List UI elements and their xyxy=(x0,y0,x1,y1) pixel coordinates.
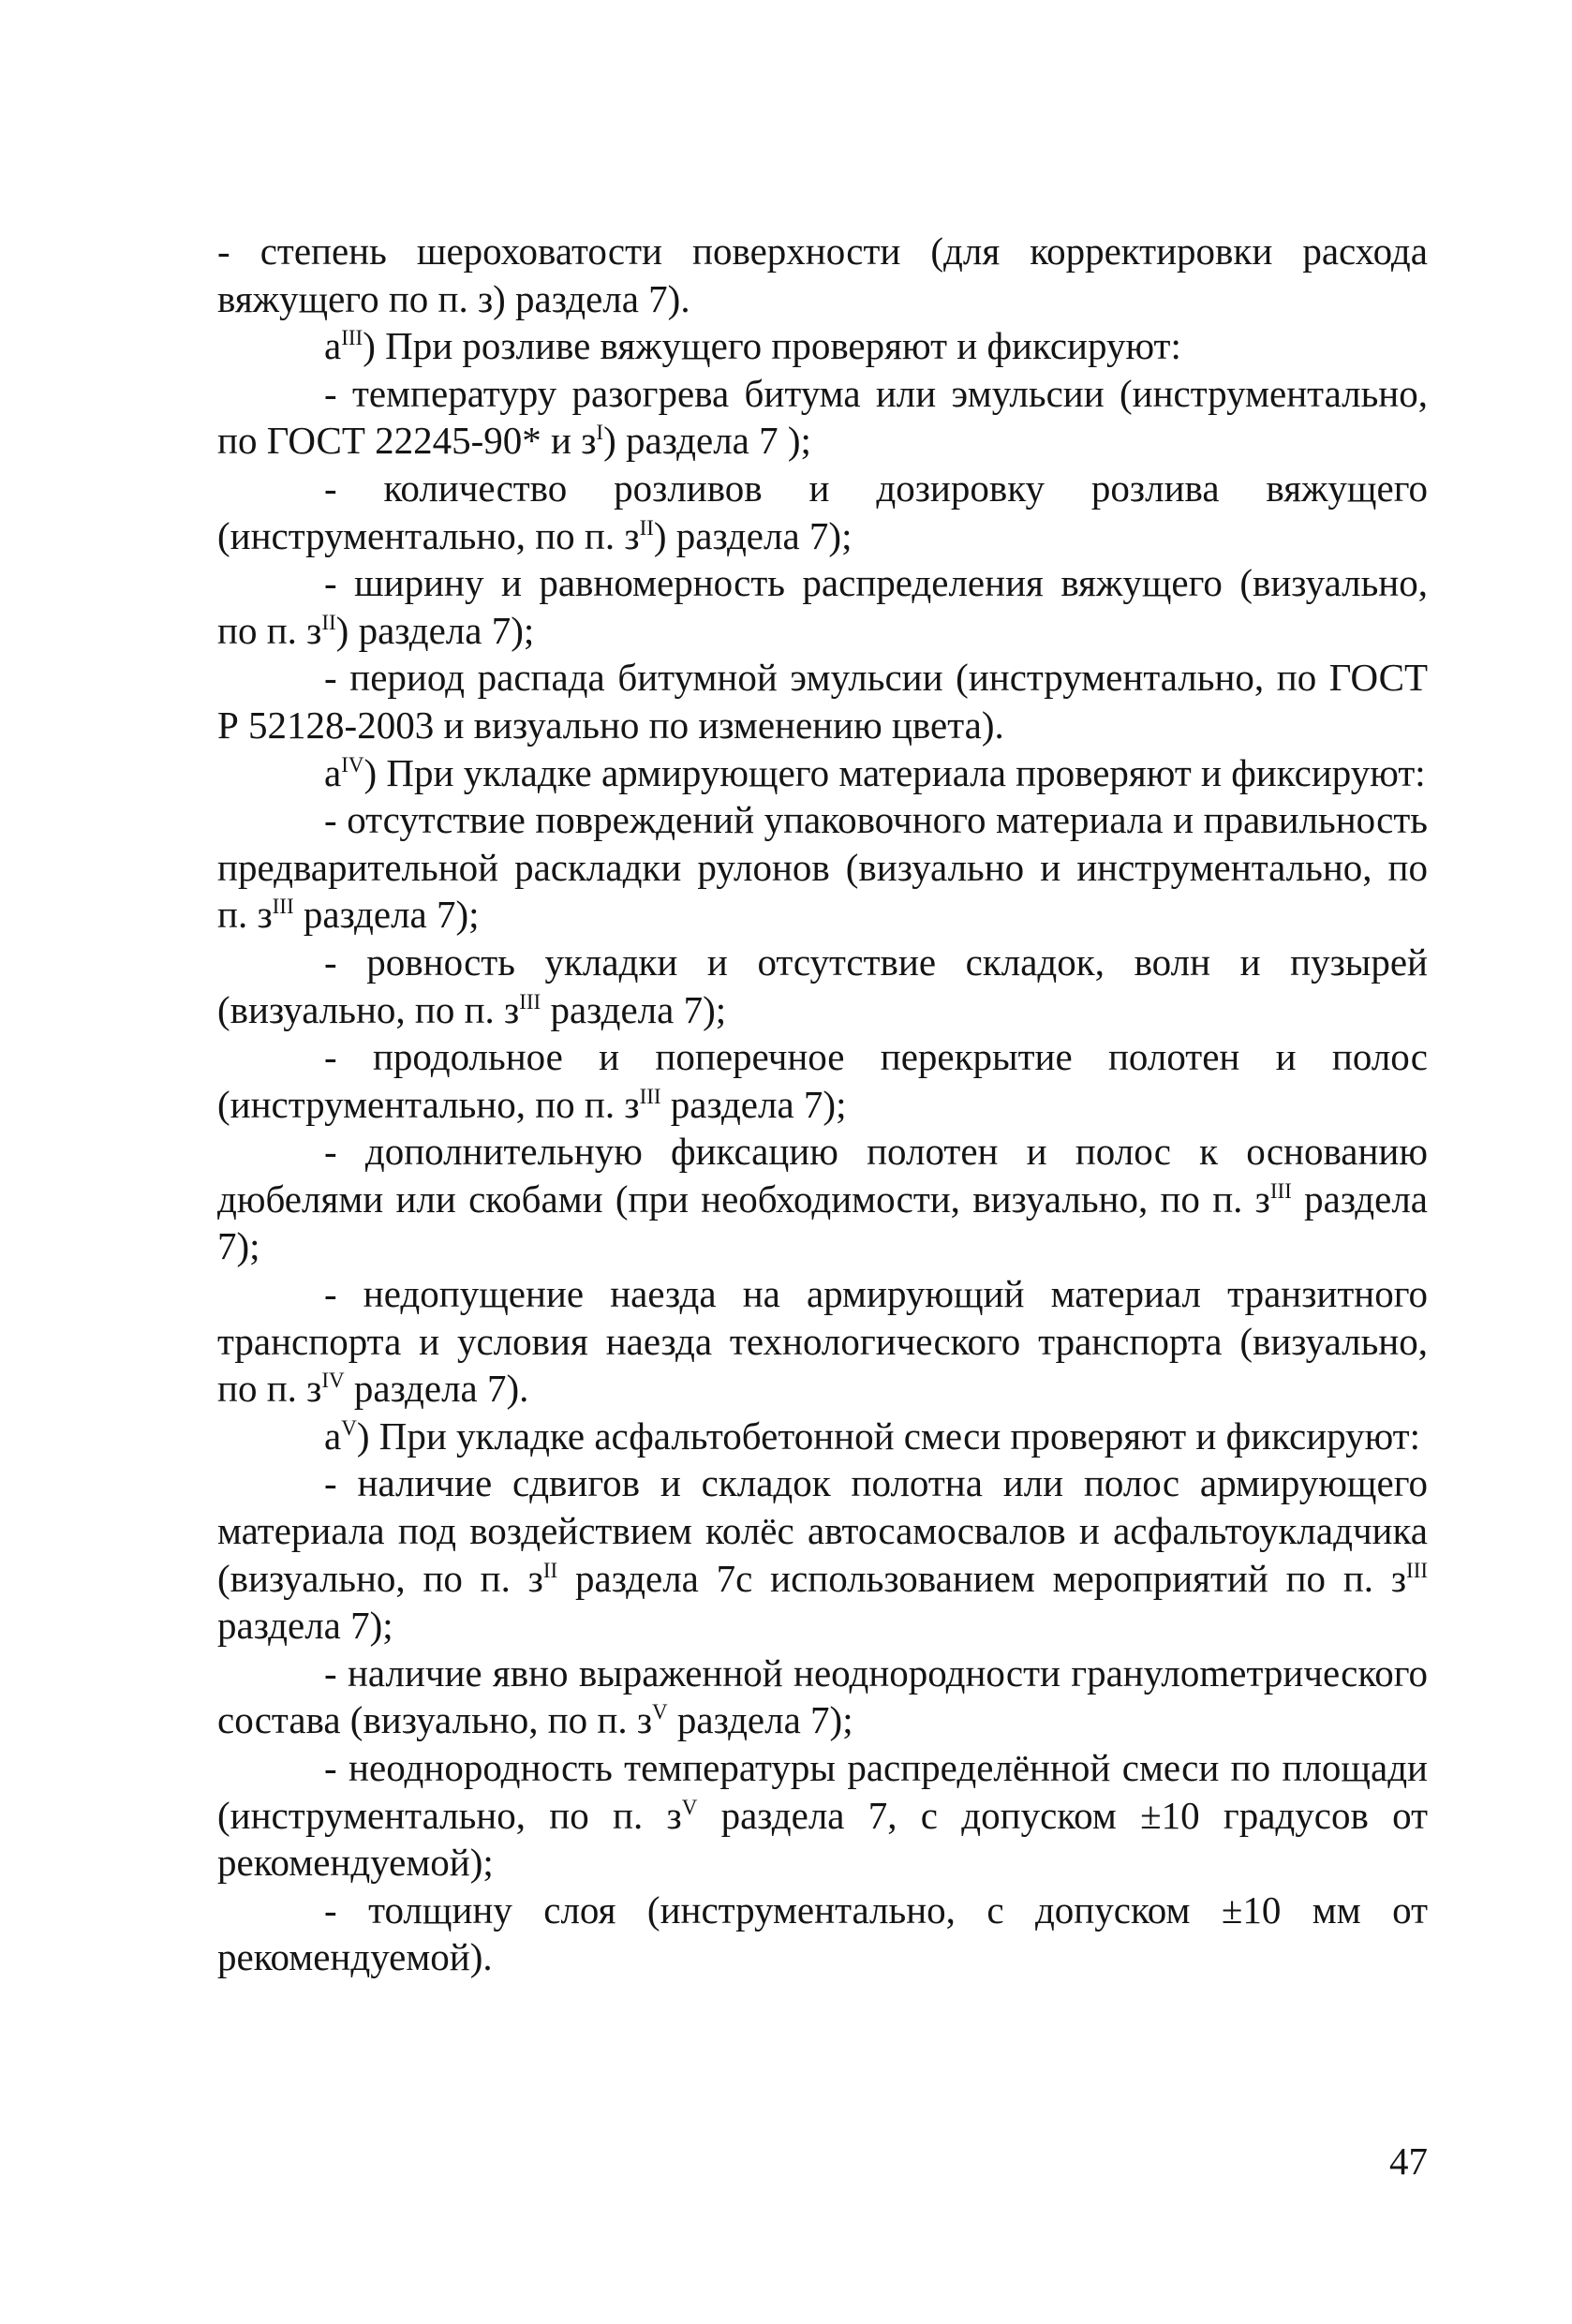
paragraph xyxy=(217,559,1428,654)
paragraph-text: - ширину и равномерность распределения вяжущего (визуально, по п. з xyxy=(217,561,1428,652)
paragraph-text: - наличие сдвигов и складок полотна или полос армирующего материала под воздействием колёс автосамосвалов и асфальтоукладчика (визуально, по п. з xyxy=(217,1461,1428,1600)
paragraph-text: раздела 7). xyxy=(344,1367,529,1411)
superscript-index: III xyxy=(272,895,294,919)
paragraph-text: - отсутствие повреждений упаковочного материала и правильность предварительной раскладки рулонов (визуально и инструментально, по п. з xyxy=(217,798,1428,937)
paragraph xyxy=(217,654,1428,748)
paragraph xyxy=(217,228,1428,322)
superscript-index: IV xyxy=(341,752,364,777)
superscript-index: IV xyxy=(321,1369,345,1393)
paragraph-text: раздела 7); xyxy=(660,1082,847,1126)
paragraph xyxy=(217,1413,1428,1460)
superscript-index: V xyxy=(341,1415,357,1440)
superscript-index: III xyxy=(1269,1178,1292,1203)
paragraph xyxy=(217,1459,1428,1649)
paragraph xyxy=(217,1744,1428,1887)
paragraph-text: ) раздела 7); xyxy=(653,513,853,557)
superscript-index: I xyxy=(596,421,604,445)
paragraph xyxy=(217,1650,1428,1744)
superscript-index: III xyxy=(1406,1558,1429,1582)
paragraph xyxy=(217,1270,1428,1413)
paragraph xyxy=(217,322,1428,370)
paragraph xyxy=(217,749,1428,797)
paragraph-text: раздела 7с использованием мероприятий по п. з xyxy=(557,1556,1407,1600)
paragraph-text: раздела 7); xyxy=(667,1698,853,1742)
paragraph-text: - степень шероховатости поверхности (для корректировки расхода вяжущего по п. з) раздела 7). xyxy=(217,229,1428,320)
paragraph-text: раздела 7, с допуском ±10 градусов от рекомендуемой); xyxy=(217,1793,1428,1885)
paragraph xyxy=(217,1033,1428,1128)
paragraph-text: раздела 7); xyxy=(293,893,480,937)
paragraph xyxy=(217,370,1428,465)
paragraph-text: ) При розливе вяжущего проверяют и фиксируют: xyxy=(363,324,1181,368)
paragraph-text: - продольное и поперечное перекрытие полотен и полос (инструментально, по п. з xyxy=(217,1035,1428,1126)
paragraph xyxy=(217,1128,1428,1270)
superscript-index: III xyxy=(341,326,363,350)
paragraph-text: - температуру разогрева битума или эмульсии (инструментально, по ГОСТ 22245-90* и з xyxy=(217,371,1428,463)
paragraph-text: - ровность укладки и отсутствие складок, волн и пузырей (визуально, по п. з xyxy=(217,940,1428,1031)
paragraph xyxy=(217,465,1428,559)
paragraph-text: раздела 7); xyxy=(541,987,727,1031)
paragraph xyxy=(217,796,1428,939)
superscript-index: V xyxy=(652,1700,668,1724)
paragraph-text: а xyxy=(324,1414,342,1458)
paragraph-text: - период распада битумной эмульсии (инструментально, по ГОСТ Р 52128-2003 и визуально по изменению цвета). xyxy=(217,656,1428,747)
superscript-index: II xyxy=(321,610,336,634)
paragraph-text: а xyxy=(324,750,342,794)
paragraph-text: - количество розливов и дозировку розлива вяжущего (инструментально, по п. з xyxy=(217,466,1428,557)
paragraph-text: ) При укладке армирующего материала проверяют и фиксируют: xyxy=(363,750,1426,794)
paragraph-text: ) При укладке асфальтобетонной смеси проверяют и фиксируют: xyxy=(356,1414,1420,1458)
paragraph xyxy=(217,1887,1428,1981)
superscript-index: III xyxy=(519,989,541,1014)
superscript-index: II xyxy=(639,515,654,540)
page-number: 47 xyxy=(1389,2139,1428,2183)
document-body xyxy=(217,228,1428,1981)
paragraph-text: - наличие явно выраженной неоднородности гранулоmетрического состава (визуально, по п. з xyxy=(217,1650,1428,1742)
paragraph-text: - дополнительную фиксацию полотен и полос к основанию дюбелями или скобами (при необходимости, визуально, по п. з xyxy=(217,1130,1428,1221)
superscript-index: V xyxy=(681,1795,698,1819)
paragraph-text: раздела 7); xyxy=(217,1177,1428,1268)
paragraph-text: а xyxy=(324,324,342,368)
paragraph-text: - недопущение наезда на армирующий материал транзитного транспорта и условия наезда технологического транспорта (визуально, по п. з xyxy=(217,1272,1428,1411)
paragraph-text: ) раздела 7 ); xyxy=(603,419,811,463)
paragraph-text: - толщину слоя (инструментально, с допуском ±10 мм от рекомендуемой). xyxy=(217,1887,1428,1979)
paragraph-text: раздела 7); xyxy=(217,1604,393,1648)
paragraph xyxy=(217,939,1428,1033)
paragraph-text: - неоднородность температуры распределённой смеси по площади (инструментально, по п. з xyxy=(217,1746,1428,1837)
superscript-index: II xyxy=(542,1558,558,1582)
paragraph-text: ) раздела 7); xyxy=(335,608,535,652)
superscript-index: III xyxy=(639,1084,661,1108)
